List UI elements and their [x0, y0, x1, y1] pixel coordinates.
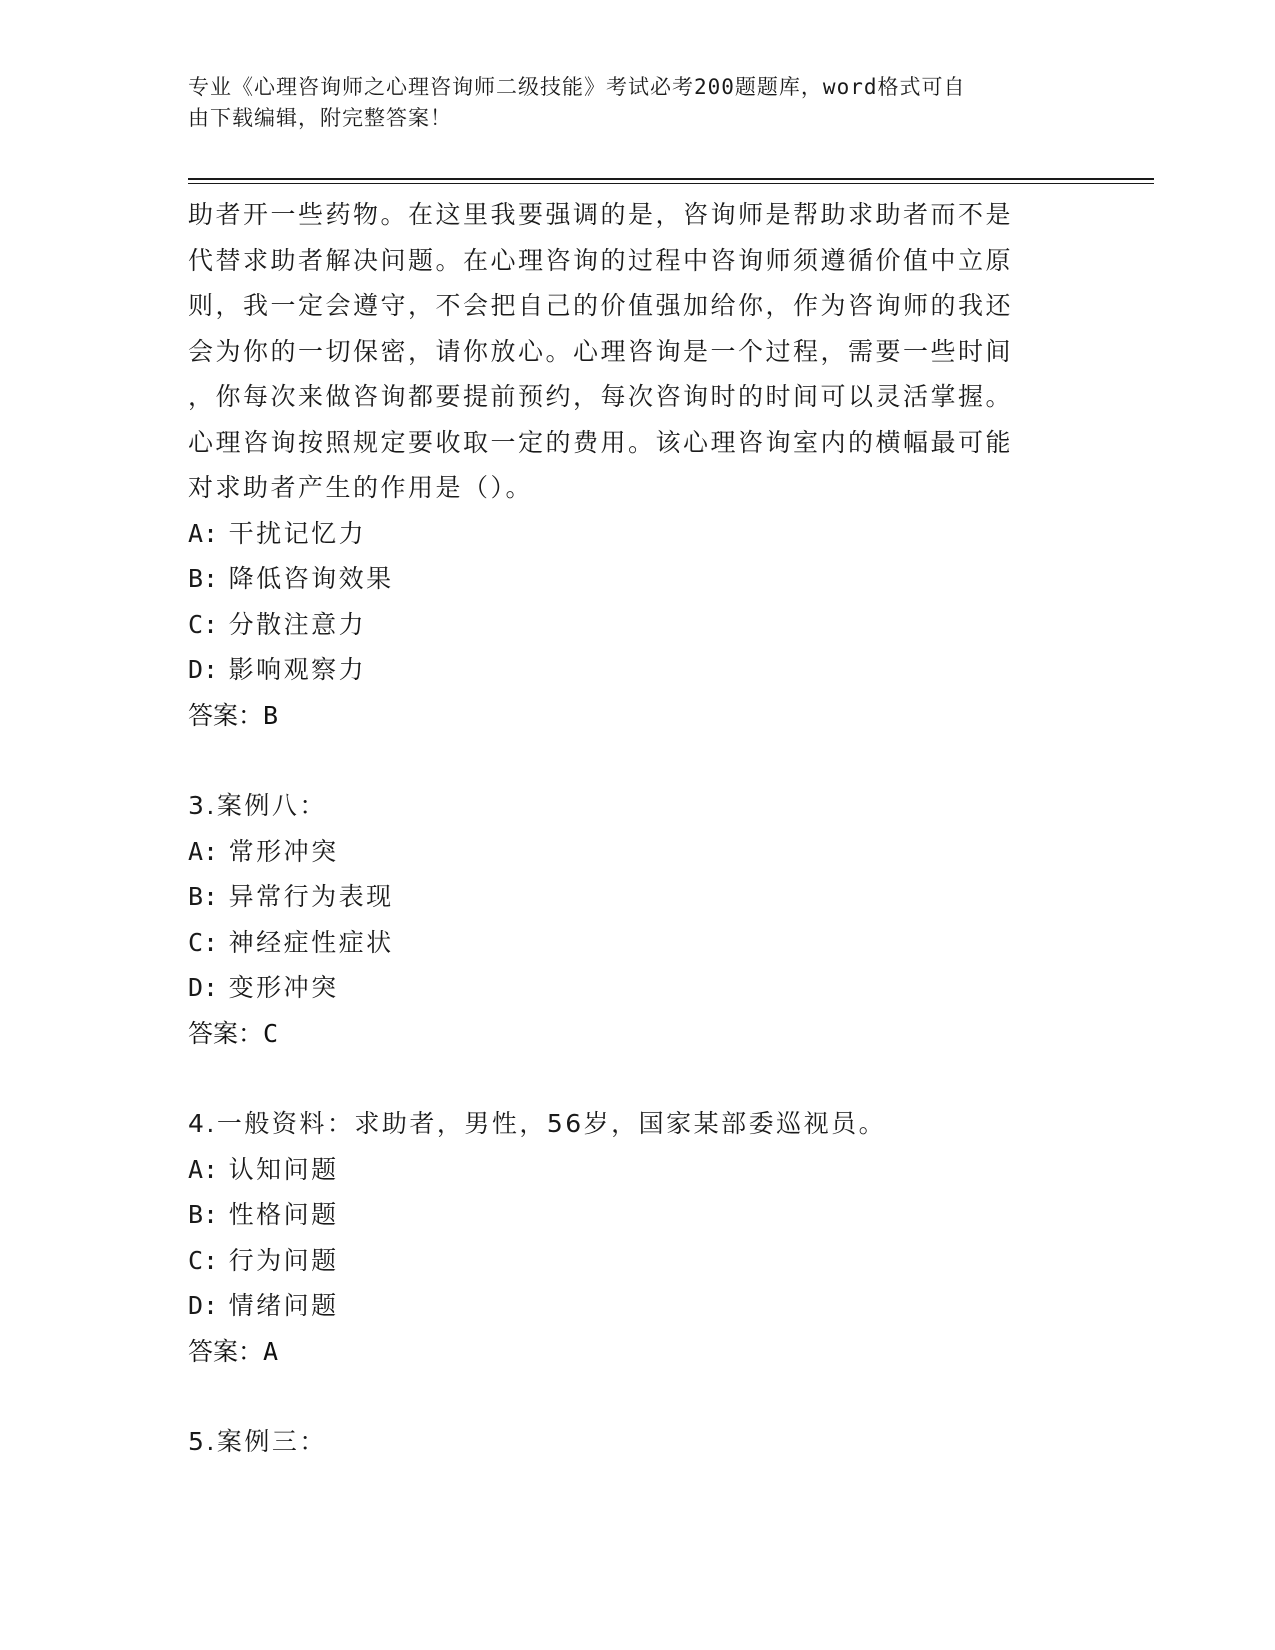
option-text: 性格问题 [228, 1200, 339, 1229]
option-text: 异常行为表现 [228, 882, 394, 911]
option-key: D: [188, 655, 219, 684]
option-b [188, 1192, 1068, 1238]
spacer [188, 1056, 1068, 1101]
document-header [188, 72, 1068, 134]
option-a [188, 511, 1068, 557]
option-key: C: [188, 927, 219, 957]
question-title: 4.一般资料：求助者，男性，56岁，国家某部委巡视员。 [188, 1109, 887, 1138]
stem-line: 则，我一定会遵守，不会把自己的价值强加给你，作为咨询师的我还 [188, 291, 1014, 320]
question-4 [188, 1101, 1068, 1374]
question-title: 5.案例三： [188, 1427, 327, 1456]
option-d [188, 647, 1068, 693]
option-key: B: [188, 882, 219, 911]
option-a [188, 1147, 1068, 1193]
header-title-line-2: 由下载编辑，附完整答案！ [188, 106, 452, 130]
answer-label: 答案： [188, 1018, 264, 1048]
option-c [188, 602, 1068, 648]
spacer [188, 1374, 1068, 1419]
stem-line: ，你每次来做咨询都要提前预约，每次咨询时的时间可以灵活掌握。 [188, 382, 1014, 411]
stem-line: 代替求助者解决问题。在心理咨询的过程中咨询师须遵循价值中立原 [188, 245, 1014, 275]
option-text: 降低咨询效果 [228, 564, 394, 593]
stem-line: 心理咨询按照规定要收取一定的费用。该心理咨询室内的横幅最可能 [188, 427, 1014, 457]
option-key: B: [188, 564, 219, 593]
question-stem [188, 192, 1068, 511]
document-body [188, 192, 1068, 1465]
option-c [188, 920, 1068, 966]
answer-line [188, 1329, 1068, 1375]
option-text: 变形冲突 [228, 973, 339, 1002]
option-key: A: [188, 1154, 219, 1184]
question-5 [188, 1419, 1068, 1465]
header-divider-thin [188, 183, 1154, 184]
answer-label: 答案： [188, 1336, 264, 1366]
option-key: A: [188, 836, 219, 866]
stem-line: 对求助者产生的作用是（）。 [188, 473, 534, 502]
option-key: D: [188, 1291, 219, 1320]
option-b [188, 874, 1068, 920]
stem-line: 助者开一些药物。在这里我要强调的是，咨询师是帮助求助者而不是 [188, 200, 1014, 229]
option-text: 行为问题 [228, 1245, 339, 1275]
option-text: 情绪问题 [228, 1291, 339, 1320]
answer-label: 答案： [188, 700, 264, 730]
option-key: D: [188, 973, 219, 1002]
option-c [188, 1238, 1068, 1284]
option-key: C: [188, 609, 219, 639]
answer-line [188, 1011, 1068, 1057]
option-d [188, 1283, 1068, 1329]
answer-value: B [263, 700, 279, 730]
question-title: 3.案例八： [188, 791, 327, 820]
header-title-line-1: 专业《心理咨询师之心理咨询师二级技能》考试必考200题题库，word格式可自 [188, 75, 966, 99]
answer-value: A [263, 1336, 279, 1366]
option-text: 影响观察力 [228, 655, 367, 684]
option-b [188, 556, 1068, 602]
option-text: 常形冲突 [228, 836, 339, 866]
option-key: B: [188, 1200, 219, 1229]
option-key: A: [188, 518, 219, 548]
spacer [188, 738, 1068, 783]
answer-line [188, 693, 1068, 739]
option-text: 干扰记忆力 [228, 518, 367, 548]
question-3 [188, 783, 1068, 1056]
answer-value: C [263, 1018, 279, 1048]
question-2 [188, 192, 1068, 738]
option-text: 分散注意力 [228, 609, 367, 639]
option-a [188, 829, 1068, 875]
option-key: C: [188, 1245, 219, 1275]
option-text: 认知问题 [228, 1154, 339, 1184]
option-text: 神经症性症状 [228, 927, 394, 957]
header-divider-thick [188, 178, 1154, 180]
stem-line: 会为你的一切保密，请你放心。心理咨询是一个过程，需要一些时间 [188, 336, 1014, 366]
option-d [188, 965, 1068, 1011]
